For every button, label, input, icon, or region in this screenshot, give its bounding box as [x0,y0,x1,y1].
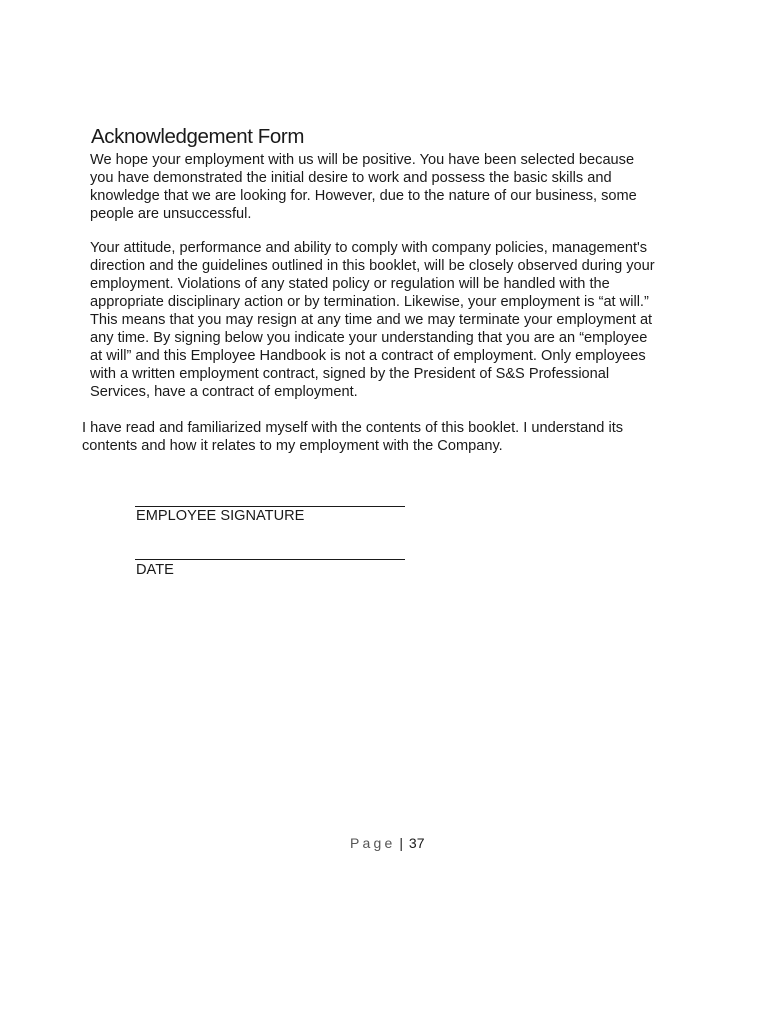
date-label: DATE [136,562,174,578]
employee-signature-line[interactable] [135,506,405,507]
acknowledgement-statement: I have read and familiarized myself with the contents of this booklet. I understand its contents and how it relates to my employment with the Company. [82,420,624,454]
page-number: 37 [408,835,425,851]
intro-paragraph: We hope your employment with us will be positive. You have been selected because you have demonstrated the initial desire to work and possess the basic skills and knowledge that we are looking for. However, due to the nature of our business, some people are unsuccessful. [90,152,637,222]
page-footer [350,835,425,851]
page-separator: | [399,835,404,851]
date-line[interactable] [135,559,405,560]
employee-signature-label: EMPLOYEE SIGNATURE [136,508,305,524]
page-label: Page [350,835,396,851]
form-title: Acknowledgement Form [91,125,305,148]
policy-paragraph: Your attitude, performance and ability to comply with company policies, management's direction and the guidelines outlined in this booklet, will be closely observed during your employment. Violations of any stated policy or regulation will be handled with the appropriate disciplinary action or by termination. Likewise, your employment is “at will.” This means that you may resign at any time and we may terminate your employment at any time. By signing below you indicate your understanding that you are an “employee at will” and this Employee Handbook is not a contract of employment. Only employees with a written employment contract, signed by the President of S&S Professional Services, have a contract of employment. [90,240,655,400]
